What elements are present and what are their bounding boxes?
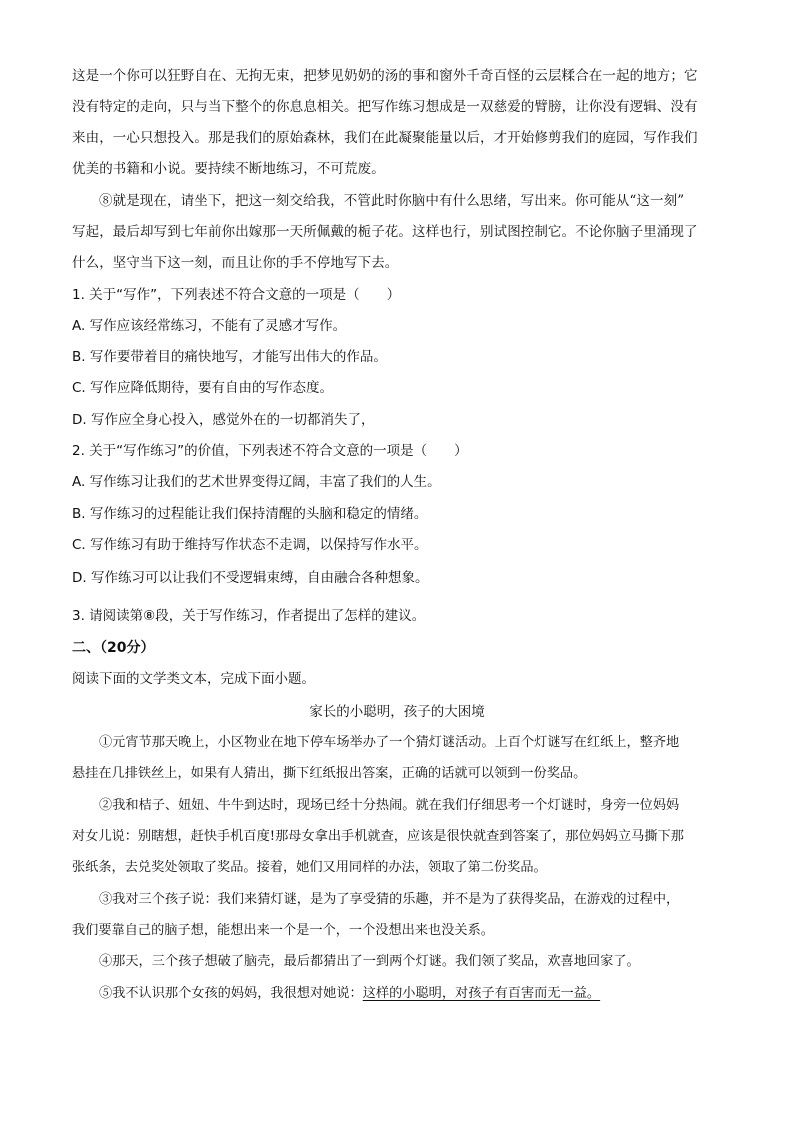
question-2-option-b: B. 写作练习的过程能让我们保持清醒的头脑和稳定的情绪。: [72, 506, 428, 522]
question-1-option-a: A. 写作应该经常练习，不能有了灵感才写作。: [72, 318, 347, 334]
question-2-option-a: A. 写作练习让我们的艺术世界变得辽阔，丰富了我们的人生。: [72, 474, 441, 490]
story-paragraph-2-line: 对女儿说：别瞎想，赶快手机百度!那母女拿出手机就查，应该是很快就查到答案了，那位妈妈立马撕下那: [72, 829, 684, 844]
question-1-option-c: C. 写作应降低期待，要有自由的写作态度。: [72, 380, 334, 396]
passage-line: 优美的书籍和小说。要持续不断地练习，不可荒废。: [72, 161, 385, 177]
story-paragraph-2-line: ②我和桔子、妞妞、牛牛到达时，现场已经十分热闹。就在我们仔细思考一个灯谜时，身旁一位妈妈: [99, 798, 680, 813]
passage-line: 没有特定的走向，只与当下整个的你息息相关。把写作练习想成是一双慈爱的臂膀，让你没有逻辑、没有: [72, 99, 698, 115]
question-1-stem: 1. 关于“写作”，下列表述不符合文意的一项是（ ）: [72, 287, 401, 303]
passage-line: 来由，一心只想投入。那是我们的原始森林，我们在此凝聚能量以后，才开始修剪我们的庭园，写作我们: [72, 130, 698, 146]
question-2-option-c: C. 写作练习有助于维持写作状态不走调，以保持写作水平。: [72, 537, 428, 553]
passage-line: 这是一个你可以狂野自在、无拘无束，把梦见奶奶的汤的事和窗外千奇百怪的云层糅合在一起的地方；它: [72, 68, 698, 84]
question-1-option-d: D. 写作应全身心投入，感觉外在的一切都消失了，: [72, 412, 375, 428]
section-2-instruction: 阅读下面的文学类文本，完成下面小题。: [72, 671, 315, 687]
question-2-option-d: D. 写作练习可以让我们不受逻辑束缚，自由融合各种想象。: [72, 570, 429, 586]
question-1-option-b: B. 写作要带着目的痛快地写，才能写出伟大的作品。: [72, 349, 387, 365]
question-2-stem: 2. 关于“写作练习”的价值，下列表述不符合文意的一项是（ ）: [72, 443, 468, 459]
story-paragraph-5-text: ⑤我不认识那个女孩的妈妈，我很想对她说：: [99, 986, 363, 1001]
underlined-sentence: 这样的小聪明，对孩子有百害而无一益。: [362, 986, 601, 1001]
paragraph-8-line: ⑧就是现在，请坐下，把这一刻交给我，不管此时你脑中有什么思绪，写出来。你可能从“这一刻”: [99, 193, 685, 209]
story-paragraph-2-line: 张纸条，去兑奖处领取了奖品。接着，她们又用同样的办法，领取了第二份奖品。: [72, 860, 547, 875]
section-2-title: 二、（20分）: [72, 640, 155, 656]
question-3-stem: 3. 请阅读第⑧段，关于写作练习，作者提出了怎样的建议。: [72, 608, 426, 624]
story-title: 家长的小聪明，孩子的大困境: [309, 704, 485, 720]
story-paragraph-3-line: ③我对三个孩子说：我们来猜灯谜，是为了享受猜的乐趣，并不是为了获得奖品，在游戏的过程中，: [99, 892, 680, 907]
paragraph-8-line: 写起，最后却写到七年前你出嫁那一天所佩戴的栀子花。这样也行，别试图控制它。不论你脑子里涌现了: [72, 224, 698, 240]
story-paragraph-4: ④那天，三个孩子想破了脑壳，最后都猜出了一到两个灯谜。我们领了奖品，欢喜地回家了。: [99, 954, 640, 969]
story-paragraph-1-line: ①元宵节那天晚上，小区物业在地下停车场举办了一个猜灯谜活动。上百个灯谜写在红纸上，整齐地: [99, 735, 680, 750]
paragraph-8-line: 什么，坚守当下这一刻，而且让你的手不停地写下去。: [72, 255, 399, 271]
story-paragraph-1-line: 悬挂在几排铁丝上，如果有人猜出，撕下红纸报出答案，正确的话就可以领到一份奖品。: [72, 766, 587, 781]
story-paragraph-5: [72, 984, 732, 1004]
story-paragraph-3-line: 我们要靠自己的脑子想，能想出来一个是一个，一个没想出来也没关系。: [72, 923, 494, 938]
